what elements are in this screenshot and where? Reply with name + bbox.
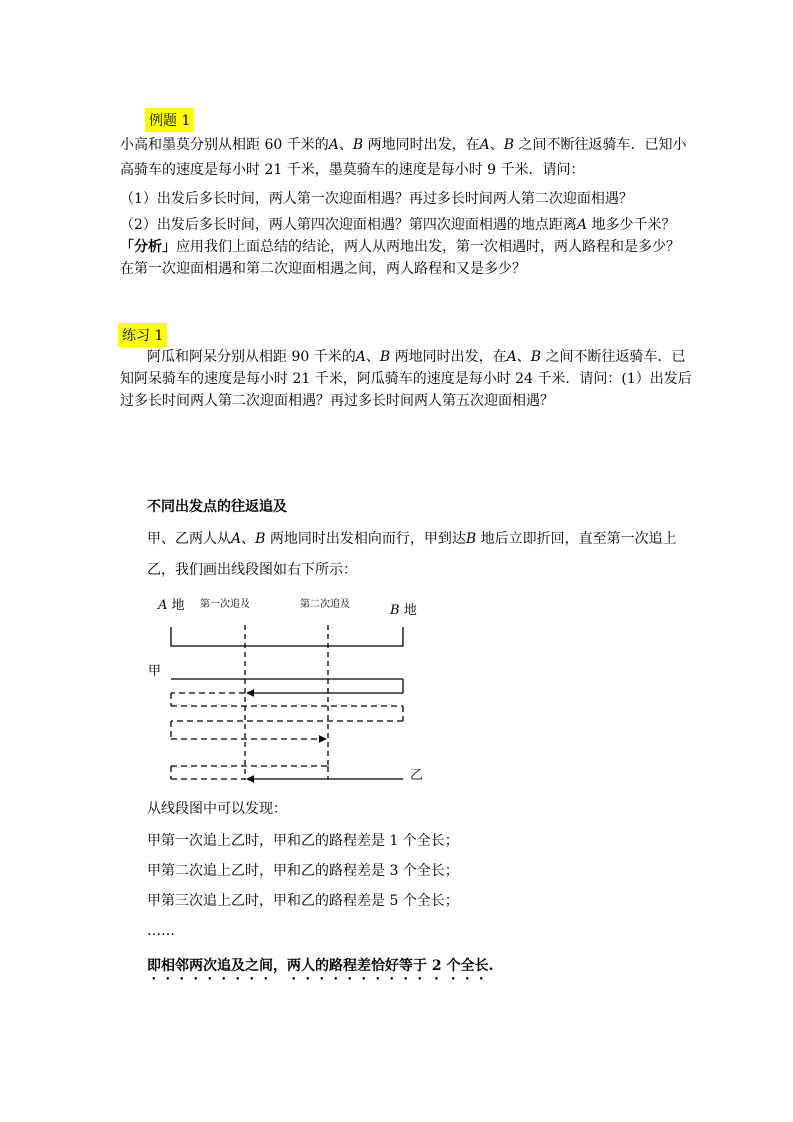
diagram-first-chase-label: 第一次追及	[200, 599, 250, 610]
finding-2: 甲第二次追上乙时，甲和乙的路程差是 3 个全长；	[147, 863, 459, 879]
example-question-2: （2）出发后多长时间，两人第四次迎面相遇？第四次迎面相遇的地点距离A 地多少千米？	[120, 217, 676, 233]
section-para-line2: 乙，我们画出线段图如右下所示：	[147, 562, 357, 578]
diagram-yi-label: 乙	[410, 768, 424, 783]
example-analysis-line1: 「分析」应用我们上面总结的结论，两人从两地出发，第一次相遇时，两人路程和是多少？	[120, 239, 680, 255]
finding-3: 甲第三次追上乙时，甲和乙的路程差是 5 个全长；	[147, 893, 459, 909]
discover-text: 从线段图中可以发现：	[147, 801, 287, 817]
example-problem-line1: 小高和墨莫分别从相距 60 千米的A、B 两地同时出发，在A、B 之间不断往返骑车．已知小	[120, 137, 687, 153]
section-title: 不同出发点的往返追及	[147, 499, 287, 515]
practice-label: 练习 1	[118, 323, 167, 347]
practice-line2: 知阿呆骑车的速度是每小时 21 千米，阿瓜骑车的速度是每小时 24 千米．请问：(1）出发后	[120, 371, 692, 387]
example-problem-line2: 高骑车的速度是每小时 21 千米，墨莫骑车的速度是每小时 9 千米．请问：	[120, 162, 585, 178]
example-question-1: （1）出发后多长时间，两人第一次迎面相遇？再过多长时间两人第二次迎面相遇？	[120, 191, 633, 207]
ellipsis: ……	[147, 923, 175, 939]
segment-ab	[171, 627, 403, 646]
diagram-second-chase-label: 第二次追及	[300, 599, 350, 610]
practice-line3: 过多长时间两人第二次迎面相遇？再过多长时间两人第五次迎面相遇？	[120, 393, 554, 409]
example-label: 例题 1	[145, 108, 194, 132]
section-para-line1: 甲、乙两人从A、B 两地同时出发相向而行，甲到达B 地后立即折回，直至第一次追上	[147, 531, 677, 547]
finding-1: 甲第一次追上乙时，甲和乙的路程差是 1 个全长；	[147, 833, 459, 849]
diagram-a-label: A 地	[158, 598, 185, 613]
example-analysis-line2: 在第一次迎面相遇和第二次迎面相遇之间，两人路程和又是多少？	[120, 261, 526, 277]
conclusion: 即相邻两次追及之间，两人的路程差恰好等于 2 个全长.	[147, 958, 494, 974]
analysis-tag: 「分析」	[120, 239, 176, 255]
practice-line1: 阿瓜和阿呆分别从相距 90 千米的A、B 两地同时出发，在A、B 之间不断往返骑车．已	[147, 349, 686, 365]
diagram-b-label: B 地	[390, 603, 417, 618]
diagram-jia-label: 甲	[148, 664, 162, 679]
